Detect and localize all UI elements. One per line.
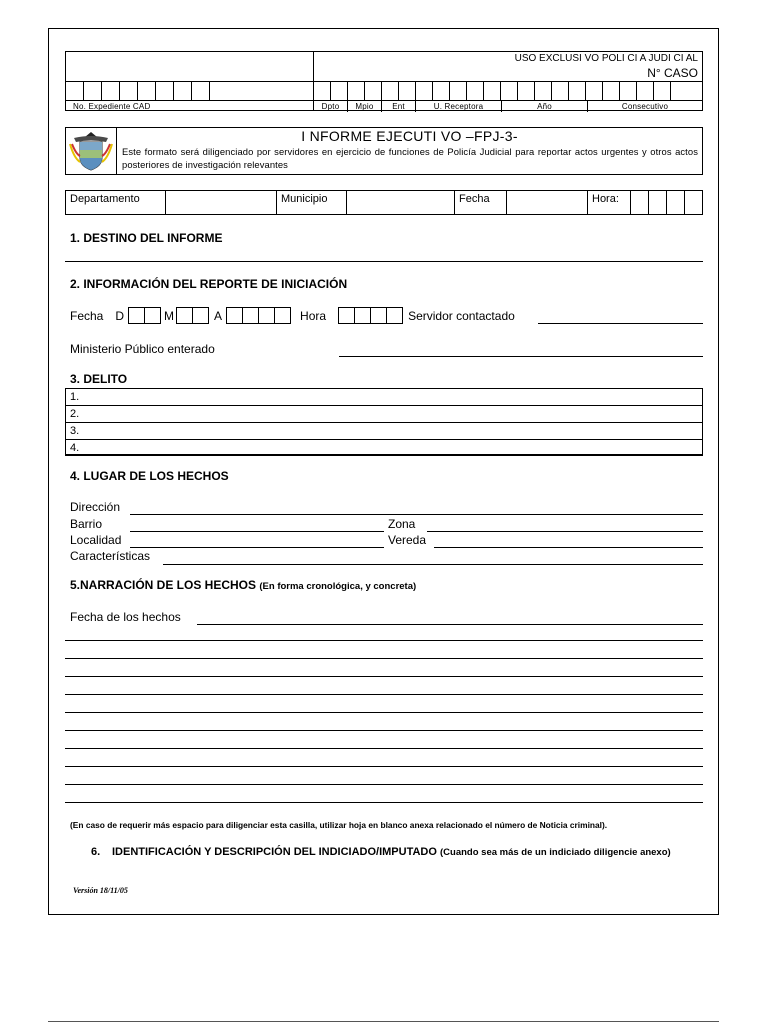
servidor-label: Servidor contactado — [408, 308, 515, 323]
hora-cell[interactable] — [667, 191, 685, 214]
section6-subtitle: (Cuando sea más de un indiciado diligencie anexo) — [440, 847, 671, 858]
caracteristicas-label: Características — [70, 549, 151, 563]
narration-line[interactable] — [65, 640, 703, 641]
case-number-label: N° CASO — [647, 66, 698, 80]
departamento-label: Departamento — [66, 191, 166, 214]
narration-note: (En caso de requerir más espacio para diligenciar esta casilla, utilizar hoja en blanco anexa relacionado el número de Noticia criminal). — [70, 820, 608, 830]
narration-line[interactable] — [65, 802, 703, 803]
iniciacion-hora-cell[interactable] — [370, 307, 387, 324]
case-cell[interactable] — [331, 82, 348, 100]
year-label: A — [214, 308, 223, 323]
expediente-cell[interactable] — [138, 82, 156, 100]
month-cell[interactable] — [176, 307, 193, 324]
expediente-top-row — [66, 52, 313, 82]
delito-row[interactable]: 3. — [66, 423, 702, 440]
case-cell[interactable] — [586, 82, 603, 100]
servidor-line[interactable] — [538, 323, 703, 324]
logo-cell — [66, 128, 117, 174]
case-cell[interactable] — [620, 82, 637, 100]
narration-line[interactable] — [65, 712, 703, 713]
case-cell[interactable] — [569, 82, 586, 100]
expediente-digit-cells — [66, 82, 313, 101]
day-label: D — [115, 308, 125, 323]
section1-title: 1. DESTINO DEL INFORME — [70, 231, 223, 245]
delito-row[interactable]: 4. — [70, 442, 80, 454]
case-cell[interactable] — [450, 82, 467, 100]
zona-line[interactable] — [427, 531, 703, 532]
case-cell[interactable] — [654, 82, 671, 100]
field-dpto: Dpto — [314, 101, 348, 112]
version-label: Versión 18/11/05 — [73, 886, 128, 895]
case-cell[interactable] — [637, 82, 654, 100]
section6-number: 6. — [91, 846, 101, 858]
title-block — [65, 127, 703, 175]
barrio-line[interactable] — [130, 531, 384, 532]
delito-row[interactable]: 2. — [66, 406, 702, 423]
year-cell[interactable] — [242, 307, 259, 324]
field-u-receptora: U. Receptora — [416, 101, 502, 112]
section6-title: IDENTIFICACIÓN Y DESCRIPCIÓN DEL INDICIADO/IMPUTADO — [112, 846, 437, 858]
expediente-box — [65, 51, 314, 111]
colombia-coat-of-arms-icon — [66, 128, 116, 174]
expediente-cell[interactable] — [210, 82, 228, 100]
location-row — [65, 190, 703, 215]
direccion-line[interactable] — [130, 514, 703, 515]
expediente-cell[interactable] — [102, 82, 120, 100]
delito-row[interactable]: 1. — [66, 389, 702, 406]
expediente-cell[interactable] — [120, 82, 138, 100]
hora-label: Hora: — [588, 191, 631, 214]
section4-title: 4. LUGAR DE LOS HECHOS — [70, 469, 229, 483]
field-mpio: Mpio — [348, 101, 382, 112]
section3-title: 3. DELITO — [70, 372, 128, 386]
fecha-hechos-label: Fecha de los hechos — [70, 610, 181, 624]
case-number-box — [313, 51, 703, 111]
expediente-cell[interactable] — [84, 82, 102, 100]
case-header — [314, 52, 702, 82]
delito-table — [65, 388, 703, 456]
fecha-hechos-line[interactable] — [197, 624, 703, 625]
section5-subtitle: (En forma cronológica, y concreta) — [259, 581, 417, 592]
narration-line[interactable] — [65, 658, 703, 659]
narration-line[interactable] — [65, 766, 703, 767]
case-cell[interactable] — [382, 82, 399, 100]
departamento-field[interactable] — [166, 191, 277, 214]
case-digit-cells — [314, 82, 702, 101]
narration-line[interactable] — [65, 730, 703, 731]
iniciacion-fecha-label: Fecha — [70, 308, 104, 323]
barrio-label: Barrio — [70, 517, 103, 531]
expediente-cell[interactable] — [192, 82, 210, 100]
form-description: Este formato será diligenciado por servidores en ejercicio de funciones de Policía Judicial para reportar actos urgentes y otros actos posteriores de investigación relevantes — [122, 146, 698, 170]
expediente-cell[interactable] — [156, 82, 174, 100]
case-cell[interactable] — [552, 82, 569, 100]
iniciacion-hora-label: Hora — [300, 308, 327, 323]
expediente-cell[interactable] — [174, 82, 192, 100]
case-cell[interactable] — [535, 82, 552, 100]
case-cell[interactable] — [314, 82, 331, 100]
iniciacion-hora-cell[interactable] — [354, 307, 371, 324]
form-title: I NFORME EJECUTI VO –FPJ-3- — [301, 128, 518, 144]
year-cell[interactable] — [258, 307, 275, 324]
localidad-line[interactable] — [130, 547, 384, 548]
field-ano: Año — [502, 101, 588, 112]
narration-line[interactable] — [65, 748, 703, 749]
year-cell[interactable] — [274, 307, 291, 324]
narration-line[interactable] — [65, 694, 703, 695]
section5-heading — [70, 578, 416, 592]
vereda-line[interactable] — [434, 547, 703, 548]
destino-line[interactable] — [65, 261, 703, 262]
field-consecutivo: Consecutivo — [621, 102, 669, 111]
iniciacion-fecha-row — [70, 307, 515, 324]
caracteristicas-line[interactable] — [163, 564, 703, 565]
narration-line[interactable] — [65, 676, 703, 677]
year-cell[interactable] — [226, 307, 243, 324]
ministerio-line[interactable] — [339, 356, 703, 357]
bottom-rule — [48, 1021, 719, 1022]
case-cell[interactable] — [484, 82, 501, 100]
case-cell[interactable] — [348, 82, 365, 100]
zona-label: Zona — [388, 517, 416, 531]
case-cell[interactable] — [399, 82, 416, 100]
day-cell[interactable] — [144, 307, 161, 324]
section6-heading — [91, 846, 703, 859]
case-cell[interactable] — [433, 82, 450, 100]
fecha-label: Fecha — [455, 191, 507, 214]
vereda-label: Vereda — [388, 533, 427, 547]
iniciacion-hora-cell[interactable] — [386, 307, 403, 324]
case-cell[interactable] — [671, 82, 688, 100]
case-cell[interactable] — [501, 82, 518, 100]
month-label: M — [164, 308, 175, 323]
section2-title: 2. INFORMACIÓN DEL REPORTE DE INICIACIÓN — [70, 277, 348, 291]
section5-title: 5.NARRACIÓN DE LOS HECHOS — [70, 578, 257, 592]
ministerio-label: Ministerio Público enterado — [70, 342, 215, 356]
hora-cell[interactable] — [631, 191, 649, 214]
case-cell[interactable] — [416, 82, 433, 100]
fecha-field[interactable] — [507, 191, 588, 214]
hora-cell[interactable] — [649, 191, 667, 214]
municipio-field[interactable] — [347, 191, 455, 214]
case-cell[interactable] — [603, 82, 620, 100]
month-cell[interactable] — [192, 307, 209, 324]
narration-line[interactable] — [65, 784, 703, 785]
case-cell[interactable] — [518, 82, 535, 100]
case-cell[interactable] — [467, 82, 484, 100]
expediente-label: No. Expediente CAD — [73, 102, 151, 111]
direccion-label: Dirección — [70, 500, 121, 514]
case-cell[interactable] — [365, 82, 382, 100]
municipio-label: Municipio — [277, 191, 347, 214]
expediente-cell[interactable] — [66, 82, 84, 100]
hora-cell[interactable] — [685, 191, 702, 214]
exclusive-use-label: USO EXCLUSI VO POLI CI A JUDI CI AL — [514, 53, 698, 64]
day-cell[interactable] — [128, 307, 145, 324]
case-field-labels — [314, 101, 702, 112]
field-ent: Ent — [382, 101, 416, 112]
iniciacion-hora-cell[interactable] — [338, 307, 355, 324]
localidad-label: Localidad — [70, 533, 122, 547]
